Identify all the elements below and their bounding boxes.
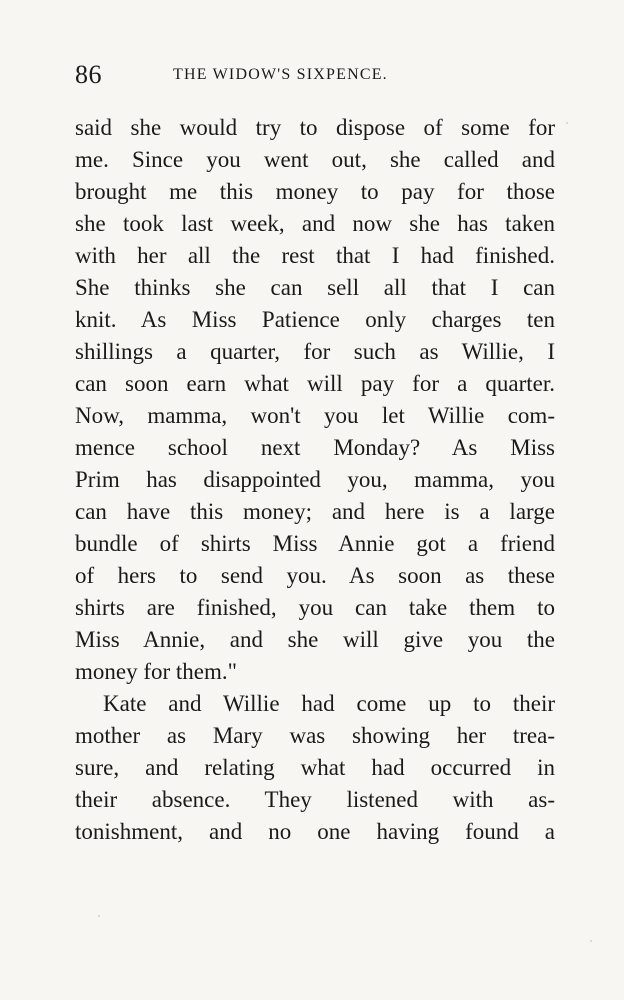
text-line: bundle of shirts Miss Annie got a friend <box>75 531 555 556</box>
paper-speck <box>98 915 100 917</box>
text-line: sure, and relating what had occurred in <box>75 755 555 780</box>
text-line: tonishment, and no one having found a <box>75 819 555 844</box>
text-line: Kate and Willie had come up to their <box>103 691 555 716</box>
text-line: of hers to send you. As soon as these <box>75 563 555 588</box>
text-line: knit. As Miss Patience only charges ten <box>75 307 555 332</box>
text-line: can soon earn what will pay for a quarter. <box>75 371 555 396</box>
paper-speck <box>566 122 568 124</box>
body-text <box>75 112 555 872</box>
text-line: can have this money; and here is a large <box>75 499 555 524</box>
running-title: THE WIDOW'S SIXPENCE. <box>173 66 388 83</box>
text-line: shillings a quarter, for such as Willie, I <box>75 339 555 364</box>
paper-speck <box>590 940 592 942</box>
text-line: Now, mamma, won't you let Willie com- <box>75 403 555 428</box>
text-line: mother as Mary was showing her trea- <box>75 723 555 748</box>
text-line: Prim has disappointed you, mamma, you <box>75 467 555 492</box>
text-line: brought me this money to pay for those <box>75 179 555 204</box>
text-line: She thinks she can sell all that I can <box>75 275 555 300</box>
text-line: their absence. They listened with as- <box>75 787 555 812</box>
text-line: Miss Annie, and she will give you the <box>75 627 555 652</box>
page-number: 86 <box>75 60 102 89</box>
text-line: me. Since you went out, she called and <box>75 147 555 172</box>
text-line: money for them." <box>75 659 238 684</box>
text-line: with her all the rest that I had finished. <box>75 243 555 268</box>
text-line: said she would try to dispose of some for <box>75 115 555 140</box>
text-line: mence school next Monday? As Miss <box>75 435 555 460</box>
running-head <box>75 58 555 98</box>
text-line: shirts are finished, you can take them to <box>75 595 555 620</box>
text-line: she took last week, and now she has taken <box>75 211 555 236</box>
